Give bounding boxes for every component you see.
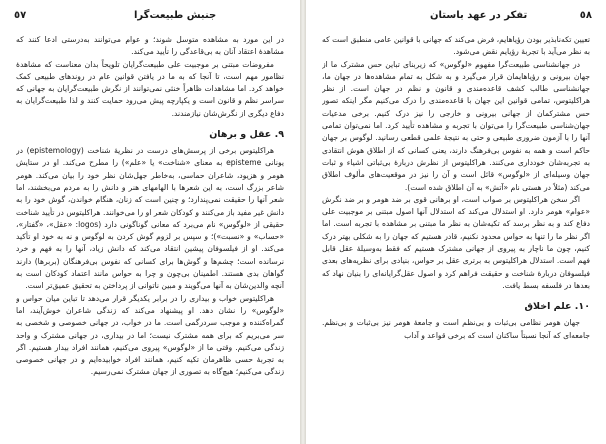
page-body xyxy=(16,34,284,436)
page-header xyxy=(320,10,592,26)
page-number: ٥٨ xyxy=(579,10,592,21)
running-title: تفکر در عهد باستان xyxy=(430,10,528,21)
page-number: ٥٧ xyxy=(14,10,27,21)
left-page xyxy=(0,0,300,444)
paragraph: در جهانشناسی طبیعت‌گرا مفهوم «لوگوس» که زیربنای تباین حس مشترک ما از جهان بیرونی و رؤیاهایمان قرار می‌گیرد و به شکل به تمام مشاهده‌ها در جهان ما، جهانشناسی طالب کشف قاعده‌مندی و قانون و نظم در جهان است. از نظر هراکلیتوس، تمامی قوانین این جهان با قاعده‌مندی را درک می‌کنیم مگر اینکه تصور حس مشترکمان از جهانی بیرونی و خارجی را نیز درک کنیم. برخی مدعیات جهان‌شناسی طبیعت‌گرا را می‌توان با تجربه و مشاهده تأیید کرد. اما نمی‌توان تمامی آنها را با آزمون ضروری طبیعی و حتی به نتیجهٔ علمی قطعی رسانید. لوگوس بر جهان حاکم است و همه به نفوس بی‌فرهنگ دارند، یعنی کسانی که از اطلاق هوش انتقادی به تجربه‌شان خودداری می‌کنند. هراکلیتوس از نظرش دربارهٔ بی‌ثباتی اشیاء و ثبات جهان وسیله‌ای از «لوگوس» قائل است و آن را نیز در موقعیت‌های مألوف اطلاق می‌کند (مثلاً در هستی نام «آتش» به آن اطلاق شده است). xyxy=(322,59,590,192)
page-body xyxy=(322,34,590,436)
paragraph: در این مورد به مشاهده متوسل شوند؛ و عوام می‌توانند به‌درستی ادعا کنند که مشاهدهٔ اعتقاد آنان به بی‌قاعدگی را تأیید می‌کند. xyxy=(16,35,284,57)
paragraph: مفروضات مبتنی بر موجبیت علی طبیعت‌گرایان تلویحاً بدان معناست که مشاهدهٔ نظامور مهم است، تا آنجا که به ما در یافتن قوانین عام در روندهای طبیعی کمک خواهد کرد. اما مشاهدات ظاهراً خنثی نمی‌توانند از نگرش طبیعت‌گرایان به جهانی که سراسر نظم و قانون است و یکپارچه پیش می‌رود حمایت کنند و لذا طبیعت‌گرایان به دفاع دیگری از نگرش‌شان نیازمندند. xyxy=(16,59,284,118)
paragraph: هراکلیتوس برخی از پرسش‌های درست در نظریهٔ شناخت (epistemology) در یونانی episteme به معنای «شناخت» یا «علم») را مطرح می‌کند. او در ستایش هومر و هزیود، شاعران حماسی، به‌خاطر جهل‌شان نظر خود را بیان می‌کند. هومر شاعر بزرگ است، به این شعرها با الهامهای هنر و دانش را به مردم می‌بخشند، اما شعر آنها را حقیقت نمی‌پندارد؛ و چنین است که زنان، هنگام خواندن، گوش خود را به دانش غیر مفید باز می‌کنند و کودکان شعر او را می‌خوانند. هراکلیتوس در تأیید شناخت حقیقی از «لوگوس» نام می‌برد که معانی گوناگونی دارد (logos: «عقل»، «گفتار»، «حساب» و «نسبت»)؛ و سپس بر لزوم گوش کردن به لوگوس و نه به خود او تأکید می‌کند. او از فیلسوفان پیشین انتقاد می‌کند که دانش زیاد، آنها را به فهم و خرد نرسانده است؛ چشم‌ها و گوش‌ها برای کسانی که نفوس بی‌فرهنگان (بربرها) دارند گواهان بدی هستند. اطمینان بی‌چون و چرا به حواس مانند اعتماد کودکان است به آنچه والدین‌شان به آنها می‌گویند و مبین ناتوانی از پرداختن به تحقیق عمیق‌تر است. xyxy=(16,146,284,291)
paragraph: هراکلیتوس خواب و بیداری را در برابر یکدیگر قرار می‌دهد تا تباین میان حواس و «لوگوس» را نشان دهد. او پیشنهاد می‌کند که زندگی شاعران خوش‌آیند، اما گمراه‌کننده و موجب سردرگمی است. ما در خواب، در جهانی خصوصی و شخصی به سر می‌بریم که برای همه مشترک نیست؛ اما در بیداری، در جهانی مشترک و واحد زندگی می‌کنیم. وقتی ما از «لوگوس» پیروی می‌کنیم، همانند افراد بیدار هستیم. اگر به تجربهٔ حسی ظاهرمان تکیه کنیم، همانند افراد خوابیده‌ایم و در جهانی خصوصی زندگی می‌کنیم؛ هیچ‌گاه به تصوری از جهان مشترک نمی‌رسیم. xyxy=(16,293,284,377)
right-page xyxy=(306,0,606,444)
paragraph: اگر سخن هراکلیتوس بر صواب است، او برهانی قوی بر ضد هومر و بر ضد نگرش «عوام» هومر دارد. او استدلال می‌کند که استدلال آنها اصول مبتنی بر موجبیت علی دفاع کند و به نظر برسد که تکیه‌شان به نظر ما مبتنی بر مشاهده با تجربه است. اما اگر نظر ما را تنها به حواس محدود نکنیم، قادر هستیم که جهان را به شکلی بهتر درک کنیم، چون ما ناچار به پیروی از جهانی مشترک هستیم که فقط به‌وسیلهٔ عقل قابل فهم است. استدلال هراکلیتوس به برتری عقل بر حواس، بنیادی برای نظریه‌های بعدی فیلسوفان دربارهٔ شناخت و حقیقت فراهم کرد و اصول عقل‌گرایانه‌ای را بنیان نهاد که بعدها در فلسفه بسط یافت. xyxy=(322,194,590,290)
section-heading: ۹. عقل و برهان xyxy=(209,129,284,141)
page-header xyxy=(14,10,286,26)
running-title: جنبش طبیعت‌گرا xyxy=(134,10,217,21)
paragraph: تعیین تکه‌نابذیر بودن رؤیاهایم، فرض می‌کند که جهانی با قوانین عامی منطبق است که به نظر می‌آید با تجربهٔ رؤیایم نقض می‌شود. xyxy=(322,35,590,57)
section-heading: ۱۰. علم اخلاق xyxy=(524,301,590,313)
paragraph: جهان هومر نظامی بی‌ثبات و بی‌نظم است و جامعهٔ هومر نیز بی‌ثبات و بی‌نظم. جامعه‌ای که آنجا نسبتاً ساکنان است که برخی قواعد و آداب xyxy=(322,318,590,340)
